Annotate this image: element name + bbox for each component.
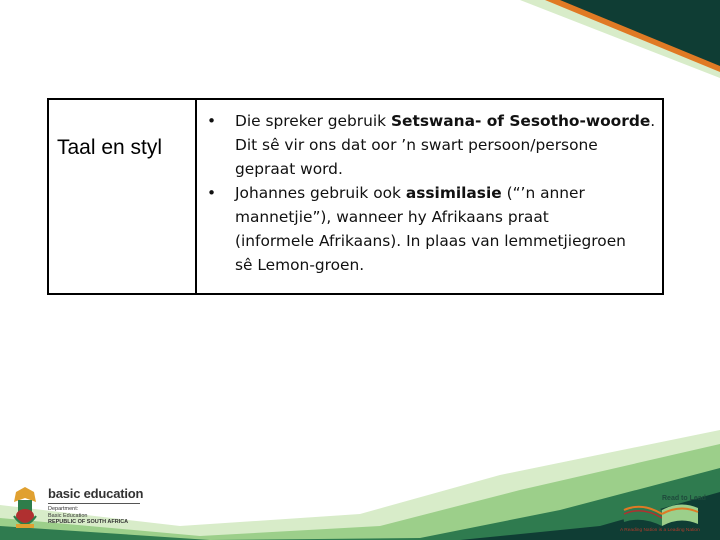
bullet-marker: • [207, 112, 217, 130]
bullet-line: Die spreker gebruik Setswana- of Sesotho-woorde. [235, 112, 656, 130]
bold-term: Setswana- of Sesotho-woorde [390, 112, 651, 130]
bullet-line: Dit sê vir ons dat oor ’n swart persoon/persone [235, 136, 598, 154]
bullet-line: gepraat word. [235, 160, 343, 178]
read-to-lead-logo [618, 492, 710, 538]
bullet-line: sê Lemon-groen. [235, 256, 365, 274]
top-band-dark-wedge [560, 0, 720, 66]
brand-department-name: Basic Education [48, 512, 88, 519]
bullet-line: Johannes gebruik ook assimilasie (“’n anner [235, 184, 585, 202]
content-table [47, 98, 664, 295]
brand-name: basic education [48, 486, 144, 501]
read-to-lead-tagline: A Reading Nation is a Leading Nation [620, 528, 700, 533]
brand-text-block [48, 486, 143, 526]
bullet-list [205, 109, 658, 277]
bold-term: assimilasie [405, 184, 502, 202]
top-decorative-band [0, 0, 720, 80]
bullet-line: mannetjie”), wanneer hy Afrikaans praat [235, 208, 549, 226]
row-label-cell [49, 100, 197, 293]
bullet-item [205, 181, 658, 277]
row-label: Taal en styl [57, 136, 163, 159]
coat-of-arms-icon [10, 486, 40, 530]
row-content-cell [197, 100, 662, 293]
read-to-lead-title: Read to Lead [662, 495, 706, 502]
bullet-marker: • [207, 184, 217, 202]
brand-divider [48, 503, 140, 504]
brand-country: REPUBLIC OF SOUTH AFRICA [48, 519, 129, 525]
basic-education-logo [10, 486, 143, 530]
bullet-item [205, 109, 658, 181]
bullet-line: (informele Afrikaans). In plaas van lemmetjiegroen [235, 232, 626, 250]
brand-department-label: Department: [48, 506, 79, 512]
